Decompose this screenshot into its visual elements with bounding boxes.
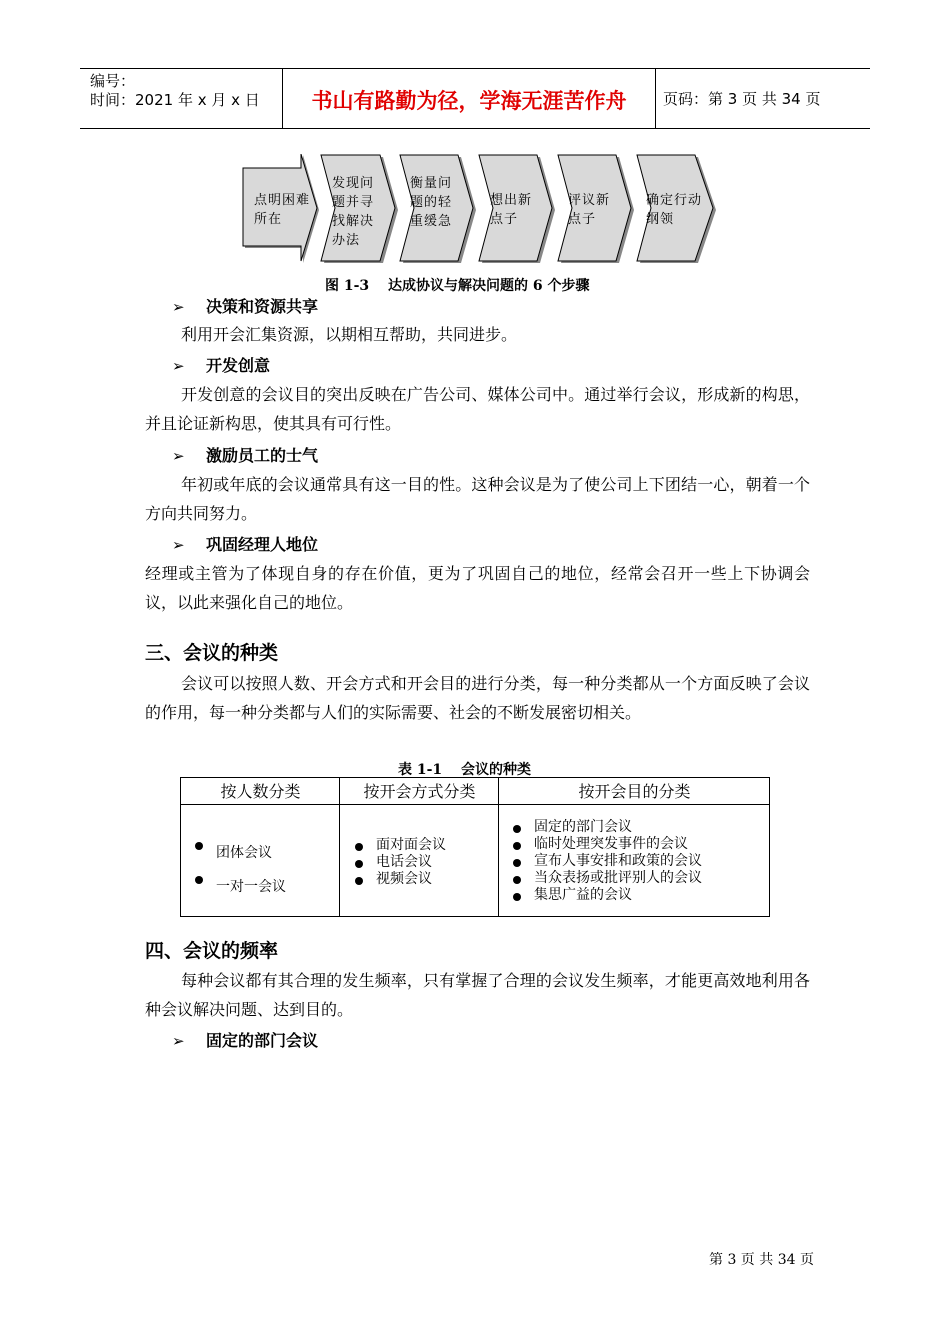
bullet-manager: ➢ 巩固经理人地位 — [172, 535, 319, 554]
paragraph-decision: 利用开会汇集资源，以期相互帮助，共同进步。 — [181, 325, 518, 344]
table-col-by-size — [191, 836, 286, 904]
bullet-morale: ➢ 激励员工的士气 — [172, 446, 319, 465]
table-col-divider — [498, 778, 499, 916]
list-item: 当众表扬或批评别人的会议 — [509, 870, 702, 887]
section-heading-frequency: 四、会议的频率 — [145, 940, 279, 962]
meeting-types-table — [180, 777, 770, 917]
flow-step-2: 发现问题并寻找解决办法 — [332, 176, 375, 248]
list-item: 集思广益的会议 — [509, 887, 702, 904]
arrow-bullet-icon: ➢ — [172, 357, 185, 375]
header-divider-2 — [655, 68, 656, 129]
list-item: 视频会议 — [351, 871, 446, 888]
list-item: 宣布人事安排和政策的会议 — [509, 853, 702, 870]
table-caption: 表 1-1 会议的种类 — [398, 762, 532, 778]
list-item: 面对面会议 — [351, 837, 446, 854]
table-col-by-method — [351, 837, 446, 888]
flow-step-4: 想出新点子 — [490, 193, 533, 227]
table-col-by-purpose — [509, 819, 702, 904]
arrow-bullet-icon: ➢ — [172, 447, 185, 465]
paragraph-types: 会议可以按照人数、开会方式和开会目的进行分类，每一种分类都从一个方面反映了会议的作用，每一种分类都与人们的实际需要、社会的不断发展密切相关。 — [145, 674, 810, 722]
table-header-by-method: 按开会方式分类 — [340, 778, 499, 805]
header-number: 编号： — [90, 72, 136, 90]
flow-step-3: 衡量问题的轻重缓急 — [410, 176, 453, 229]
header-page-number: 页码：第 3 页 共 34 页 — [663, 90, 821, 108]
list-item: 电话会议 — [351, 854, 446, 871]
figure-caption: 图 1-3 达成协议与解决问题的 6 个步骤 — [325, 278, 590, 294]
header-top-rule — [80, 68, 870, 69]
bullet-decision: ➢ 决策和资源共享 — [172, 297, 319, 316]
list-item: 一对一会议 — [191, 870, 286, 904]
list-item: 团体会议 — [191, 836, 286, 870]
header-divider-1 — [282, 68, 283, 129]
paragraph-frequency: 每种会议都有其合理的发生频率，只有掌握了合理的会议发生频率，才能更高效地利用各种会议解决问题、达到目的。 — [145, 971, 810, 1019]
flow-step-1: 点明困难所在 — [254, 193, 311, 227]
table-col-divider — [339, 778, 340, 916]
table-header-by-purpose: 按开会目的分类 — [499, 778, 770, 805]
list-item: 临时处理突发事件的会议 — [509, 836, 702, 853]
flow-step-5: 评议新点子 — [568, 193, 611, 227]
paragraph-creativity: 开发创意的会议目的突出反映在广告公司、媒体公司中。通过举行会议，形成新的构思，并且论证新构思，使其具有可行性。 — [145, 385, 810, 433]
bullet-creativity: ➢ 开发创意 — [172, 356, 271, 375]
footer-page-number: 第 3 页 共 34 页 — [709, 1252, 814, 1268]
bullet-department-meeting: ➢ 固定的部门会议 — [172, 1031, 319, 1050]
arrow-bullet-icon: ➢ — [172, 298, 185, 316]
arrow-bullet-icon: ➢ — [172, 536, 185, 554]
header-bottom-rule — [80, 128, 870, 129]
arrow-bullet-icon: ➢ — [172, 1032, 185, 1050]
list-item: 固定的部门会议 — [509, 819, 702, 836]
header-meta — [90, 72, 260, 110]
paragraph-manager: 经理或主管为了体现自身的存在价值，更为了巩固自己的地位，经常会召开一些上下协调会议，以此来强化自己的地位。 — [145, 564, 810, 612]
section-heading-types: 三、会议的种类 — [145, 642, 279, 664]
header-motto: 书山有路勤为径，学海无涯苦作舟 — [311, 89, 627, 113]
flow-step-6: 确定行动纲领 — [646, 193, 703, 227]
header-time: 时间：2021 年 x 月 x 日 — [90, 91, 260, 109]
table-header-by-size: 按人数分类 — [181, 778, 340, 805]
paragraph-morale: 年初或年底的会议通常具有这一目的性。这种会议是为了使公司上下团结一心，朝着一个方向共同努力。 — [145, 475, 810, 523]
